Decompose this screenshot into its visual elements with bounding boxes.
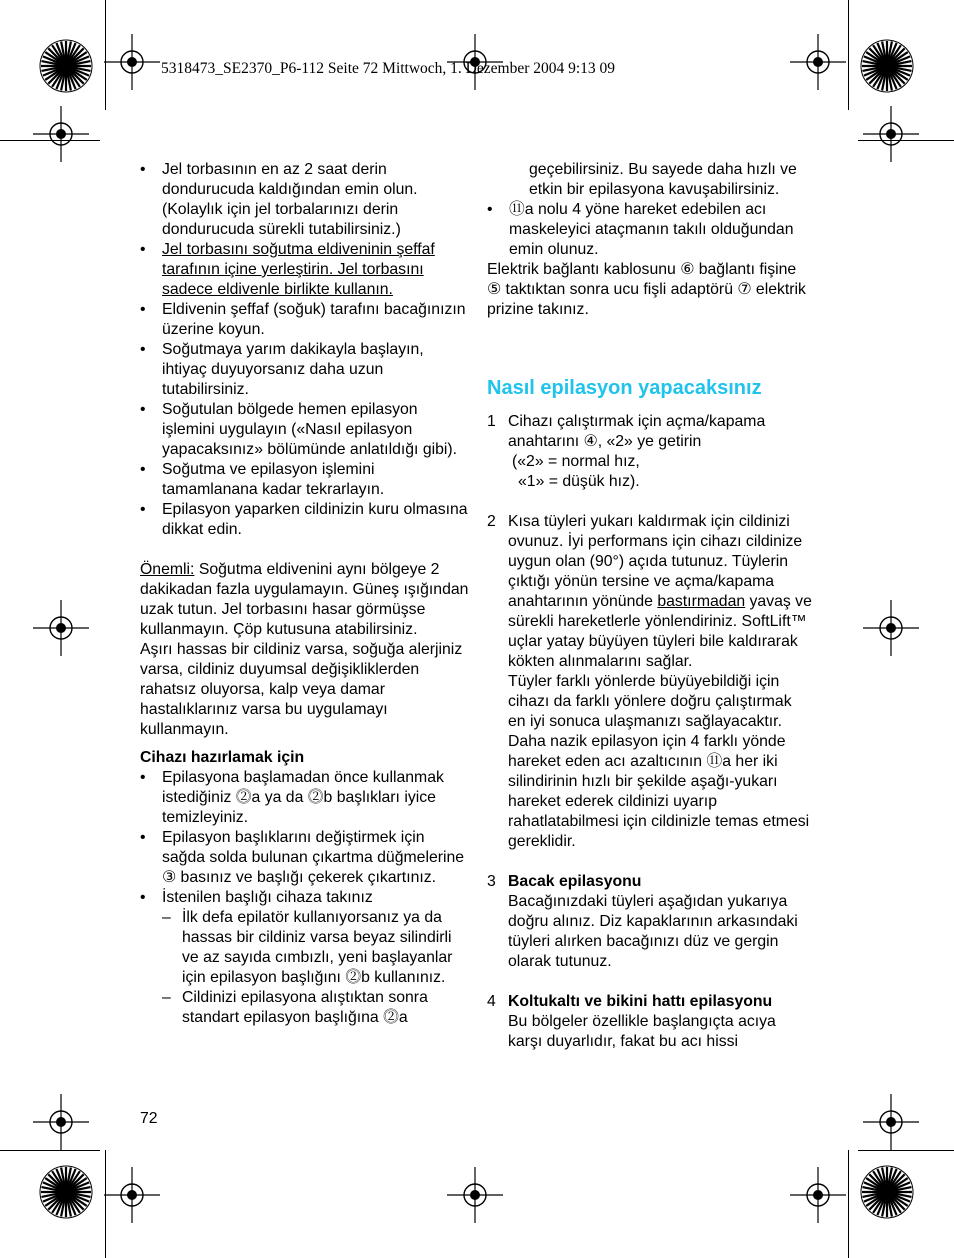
section-heading: Nasıl epilasyon yapacaksınız bbox=[487, 377, 762, 399]
list-item: • Epilasyona başlamadan önce kullanmak istediğiniz ⓶a ya da ⓶b başlıkları iyice temizleyiniz. bbox=[140, 768, 470, 828]
step-4 bbox=[487, 992, 812, 1052]
list-item: • Soğutulan bölgede hemen epilasyon işlemini uygulayın («Nasıl epilasyon yapacaksınız» bölümünde anlatıldığı gibi). bbox=[140, 400, 470, 460]
connection-paragraph: Elektrik bağlantı kablosunu ⑥ bağlantı fişine ⑤ taktıktan sonra ucu fişli adaptörü ⑦ elektrik prizine takınız. bbox=[487, 261, 806, 318]
step-3 bbox=[487, 872, 812, 972]
list-item: • Soğutmaya yarım dakikayla başlayın, ihtiyaç duyuyorsanız daha uzun tutabilirsiniz. bbox=[140, 340, 470, 400]
step-text: Bacağınızdaki tüyleri aşağıdan yukarıya doğru alınız. Diz kapaklarının arkasındaki tüyleri alırken bacağınızı düz ve gergin olarak tutunuz. bbox=[508, 893, 798, 970]
step-number: 4 bbox=[487, 993, 496, 1010]
important-note bbox=[140, 560, 470, 640]
step-number: 3 bbox=[487, 873, 496, 890]
step-title: Bacak epilasyonu bbox=[508, 873, 642, 890]
list-item: • Epilasyon başlıklarını değiştirmek için sağda solda bulunan çıkartma düğmelerine ③ basınız ve başlığı çekerek çıkartınız. bbox=[140, 828, 470, 888]
sensitive-skin-note: Aşırı hassas bir cildiniz varsa, soğuğa alerjiniz varsa, cildiniz duyumsal değişikliklerden rahatsız oluyorsa, kalp veya damar hastalıklarınız varsa bu uygulamayı kullanmayın. bbox=[140, 641, 463, 738]
list-item: • Jel torbasını soğutma eldiveninin şeffaf tarafının içine yerleştirin. Jel torbasını sadece eldivenle birlikte kullanın. bbox=[140, 240, 470, 300]
page-number: 72 bbox=[140, 1110, 158, 1127]
left-column bbox=[140, 160, 470, 1028]
step-text bbox=[508, 512, 812, 672]
important-text: Soğutma eldivenini aynı bölgeye 2 dakikadan fazla uygulamayın. Güneş ışığından uzak tutun. Jel torbasını hasar görmüşse kullanmayın. Çöp kutusuna atabilirsiniz. bbox=[140, 561, 469, 638]
step-1 bbox=[487, 412, 812, 492]
step-text: Tüyler farklı yönlerde büyüyebildiği için cihazı da farklı yönlere doğru çalıştırmak en iyi sonuca ulaşmanızı sağlayacaktır. bbox=[508, 673, 792, 730]
important-label: Önemli: bbox=[140, 561, 195, 578]
step-sub: («2» = normal hız, bbox=[512, 453, 640, 470]
list-item: • ⑪a nolu 4 yöne hareket edebilen acı maskeleyici ataçmanın takılı olduğundan emin olunuz. bbox=[487, 200, 812, 260]
sub-list-item: – İlk defa epilatör kullanıyorsanız ya da hassas bir cildiniz varsa beyaz silindirli ve az sayıda cımbızlı, yeni başlayanlar için epilasyon başlığını ⓶b kullanınız. bbox=[140, 908, 470, 988]
step-number: 2 bbox=[487, 513, 496, 530]
sub-list-item: – Cildinizi epilasyona alıştıktan sonra standart epilasyon başlığına ⓶a bbox=[140, 988, 470, 1028]
step-text: Bu bölgeler özellikle başlangıçta acıya karşı duyarlıdır, fakat bu acı hissi bbox=[508, 1013, 776, 1050]
prep-heading: Cihazı hazırlamak için bbox=[140, 749, 305, 766]
step-text: Daha nazik epilasyon için 4 farklı yönde hareket eden acı azaltıcının ⑪a her iki silindirinin hızlı bir şekilde aşağı-yukarı hareket ederek cildinizi uyarıp rahatlatabilmesi için cildinizle temas etmesi gereklidir. bbox=[508, 733, 810, 850]
step-number: 1 bbox=[487, 413, 496, 430]
continued-text: geçebilirsiniz. Bu sayede daha hızlı ve etkin bir epilasyona kavuşabilirsiniz. bbox=[529, 161, 797, 198]
step-sub: «1» = düşük hız). bbox=[518, 473, 640, 490]
step-2 bbox=[487, 512, 812, 852]
list-item: • Jel torbasının en az 2 saat derin dondurucuda kaldığından emin olun. (Kolaylık için jel torbalarınızı derin dondurucuda sürekli tutabilirsiniz.) bbox=[140, 160, 470, 240]
list-item: • Soğutma ve epilasyon işlemini tamamlanana kadar tekrarlayın. bbox=[140, 460, 470, 500]
list-item: • Eldivenin şeffaf (soğuk) tarafını bacağınızın üzerine koyun. bbox=[140, 300, 470, 340]
step-text-underlined: bastırmadan bbox=[657, 593, 746, 610]
right-column bbox=[487, 160, 812, 1052]
step-title: Koltukaltı ve bikini hattı epilasyonu bbox=[508, 993, 773, 1010]
step-text-part: Kısa tüyleri yukarı kaldırmak için cildinizi ovunuz. İyi performans için cihazı cildinize uygun olan (90°) açıda tutunuz. Tüylerin çıktığı yönün tersine ve açma/kapama anahtarının yönünde bbox=[508, 513, 803, 610]
list-item: • Epilasyon yaparken cildinizin kuru olmasına dikkat edin. bbox=[140, 500, 470, 540]
list-item: • İstenilen başlığı cihaza takınız bbox=[140, 888, 470, 908]
print-header: 5318473_SE2370_P6-112 Seite 72 Mittwoch, 1. Dezember 2004 9:13 09 bbox=[161, 60, 616, 77]
step-text: Cihazı çalıştırmak için açma/kapama anahtarını ④, «2» ye getirin bbox=[508, 413, 766, 450]
step-text-part: yavaş ve sürekli hareketlerle yönlendiriniz. SoftLift™ uçlar yatay büyüyen tüyleri bile kaldırarak kökten alınmalarını sağlar. bbox=[508, 593, 812, 670]
